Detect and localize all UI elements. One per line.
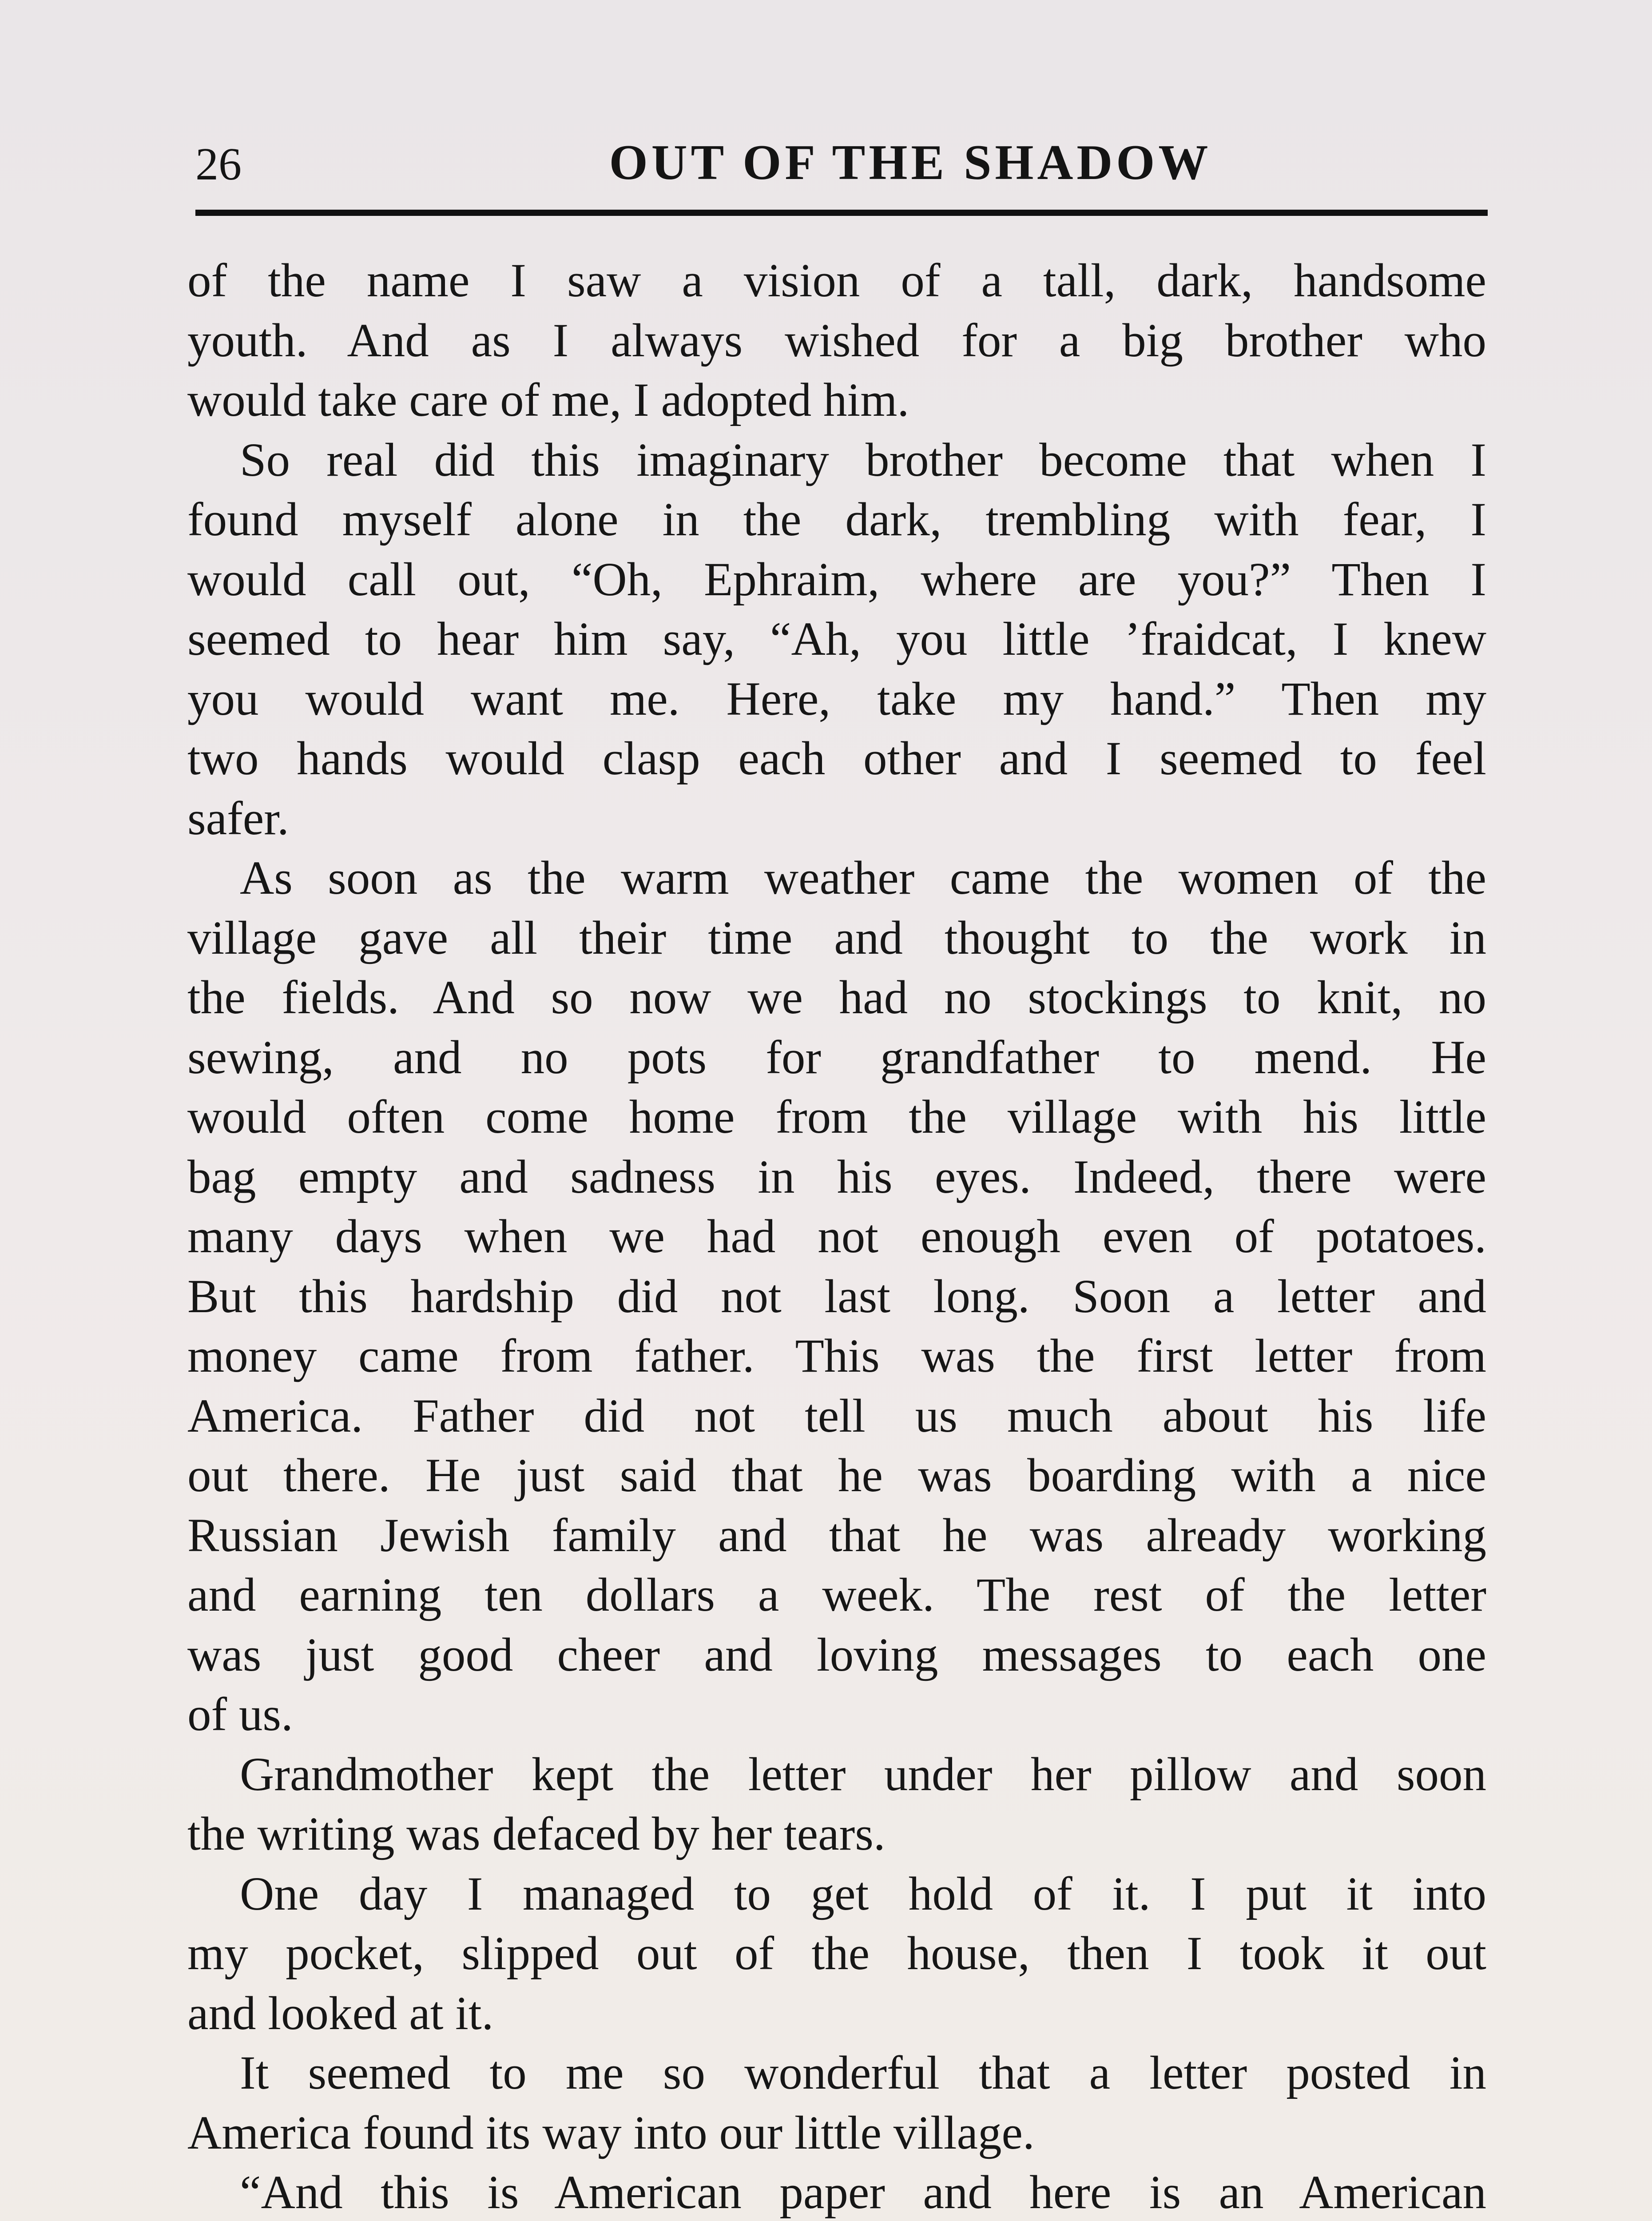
text-line: found myself alone in the dark, trembling with fear, I	[187, 494, 1486, 546]
running-head-title: OUT OF THE SHADOW	[609, 135, 1212, 190]
text-line: As soon as the warm weather came the women of the	[240, 852, 1486, 904]
text-line: village gave all their time and thought to the work in	[187, 911, 1486, 964]
text-line: and earning ten dollars a week. The rest of the letter	[187, 1569, 1486, 1621]
text-line: Grandmother kept the letter under her pillow and soon	[240, 1748, 1486, 1801]
text-line: It seemed to me so wonderful that a letter posted in	[240, 2047, 1486, 2099]
text-line: America. Father did not tell us much about his life	[187, 1389, 1486, 1442]
text-line: and looked at it.	[187, 1987, 494, 2040]
text-line: “And this is American paper and here is an American	[240, 2166, 1486, 2219]
text-line: was just good cheer and loving messages to each one	[187, 1628, 1486, 1681]
text-line: out there. He just said that he was boarding with a nice	[187, 1449, 1486, 1502]
text-line: America found its way into our little village.	[187, 2106, 1035, 2159]
text-line: of the name I saw a vision of a tall, dark, handsome	[187, 255, 1486, 307]
text-line: safer.	[187, 792, 289, 845]
text-line: many days when we had not enough even of potatoes.	[187, 1210, 1486, 1263]
text-line: seemed to hear him say, “Ah, you little ’fraidcat, I knew	[187, 613, 1486, 665]
text-line: money came from father. This was the first letter from	[187, 1330, 1486, 1382]
text-line: of us.	[187, 1688, 293, 1741]
text-line: two hands would clasp each other and I seemed to feel	[187, 732, 1486, 785]
text-line: But this hardship did not last long. Soon a letter and	[187, 1270, 1486, 1323]
text-line: the writing was defaced by her tears.	[187, 1808, 886, 1860]
text-line: sewing, and no pots for grandfather to mend. He	[187, 1031, 1486, 1084]
header-rule	[195, 210, 1488, 216]
page-header	[187, 133, 1488, 195]
text-line: my pocket, slipped out of the house, then I took it out	[187, 1927, 1486, 1980]
text-line: bag empty and sadness in his eyes. Indeed, there were	[187, 1150, 1486, 1203]
text-line: would often come home from the village with his little	[187, 1091, 1486, 1143]
text-line: would call out, “Oh, Ephraim, where are you?” Then I	[187, 553, 1486, 606]
text-line: Russian Jewish family and that he was already working	[187, 1509, 1486, 1562]
text-line: youth. And as I always wished for a big brother who	[187, 314, 1486, 367]
text-line: So real did this imaginary brother become that when I	[240, 434, 1486, 486]
text-line: you would want me. Here, take my hand.” Then my	[187, 673, 1486, 725]
body-text	[187, 251, 1486, 2221]
text-line: the fields. And so now we had no stockings to knit, no	[187, 971, 1486, 1024]
text-line: One day I managed to get hold of it. I put it into	[240, 1867, 1486, 1920]
page-number: 26	[195, 139, 242, 190]
text-line: would take care of me, I adopted him.	[187, 374, 909, 426]
